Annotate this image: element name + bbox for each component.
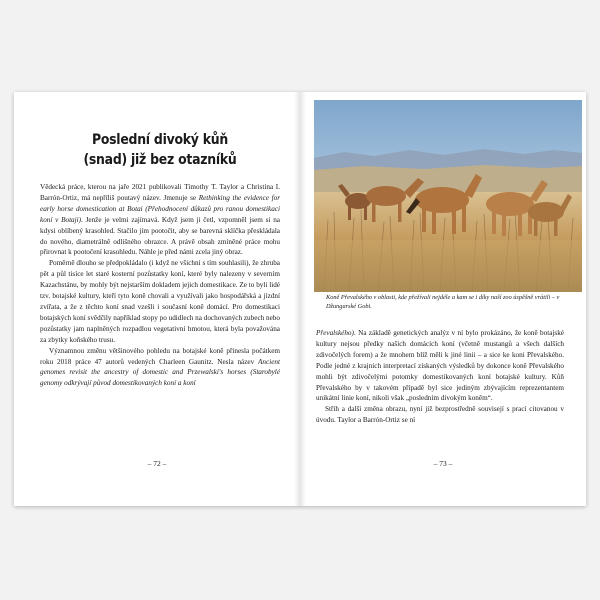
horse-photo <box>314 100 582 292</box>
chapter-title-line-2: (snad) již bez otazníků <box>83 152 237 168</box>
page-number-left: – 72 – <box>147 459 167 468</box>
paragraph <box>40 346 280 390</box>
text-run: Poměrně dlouho se předpokládalo (i když ne všichni s tím souhlasili), že zhruba pět a půl tisíce let staré kosterní pozůstatky koní, které byly nalezeny v severním Kazachstánu, by mohly být nejstarším dokladem jejich domestikace. Ze to byli lidé tzv. botajské kultury, kteří tyto koně chovali a využívali jako hospodářská a jízdní zvířata, a že z těchto koní snad vzešli i současní koně domácí. Pro domestikaci botajských koní svědčily například stopy po udidlech na dochovaných zubech nebo pozůstatky jam naplněných rozpadlou vegetativní hmotou, která byla považována za zbytky koňského trusu. <box>40 259 280 344</box>
steppe-horses-illustration <box>314 100 582 292</box>
paragraph <box>316 404 564 426</box>
italic-run: Ancient genomes revisit the ancestry of domestic and Przewalski's horses (Starobylé genomy odkrývají původ domestikovaných koní a koní <box>40 357 280 388</box>
text-run: Střih a další změna obrazu, nyní již bezprostředně souvisejí s prací citovanou v úvodu. Taylor a Barrón-Ortiz se ní <box>316 405 564 425</box>
italic-run: Rethinking the evidence for early horse domestication at Botai (Přehodnocení důkazů pro ranou domestikaci koní v Botaji) <box>40 193 280 224</box>
left-page <box>14 92 300 506</box>
right-page <box>300 92 586 506</box>
paragraph <box>40 258 280 345</box>
chapter-title-line-1: Poslední divoký kůň <box>91 132 229 148</box>
left-body-text <box>40 182 280 389</box>
text-run: Vědecká práce, kterou na jaře 2021 publikovali Timothy T. Taylor a Christina I. Barrón-Ortiz, má nepříliš poutavý název. Jmenuje se <box>40 183 280 202</box>
text-run: . Jenže je velmi zajímavá. Když jsem ji četl, vzpomněl jsem si na kdysi oblíbený krasohled. Stačilo jím pootočit, aby se barevná sklíčka přeskládala do nového, diametrálně odlišného obrazce. A právě obsah zmíněné práce mohu přirovnat k pootočení krasohledu. Náhle je před námi zcela jiný obraz. <box>40 215 280 257</box>
italic-run: Převalského) <box>316 329 354 337</box>
photo-caption: Koně Převalského v oblasti, kde přežívali nejdéle a kam se i díky naší zoo úspěšně vrátili – v Džungarské Gobi. <box>326 294 560 311</box>
text-run: Významnou změnu většinového pohledu na botajské koně přinesla počátkem roku 2018 práce 47 autorů vedených Charleen Gaunitz. Nesla název <box>40 346 280 366</box>
paragraph <box>40 182 280 258</box>
page-number-right: – 73 – <box>433 459 453 468</box>
chapter-title <box>69 130 251 170</box>
paragraph <box>316 328 564 404</box>
book-spread <box>14 92 586 506</box>
right-body-text <box>316 328 564 426</box>
text-run: . Na základě genetických analýz v ní bylo prokázáno, že koně botajské kultury nejsou předky našich domácích koní (včetně mustangů a všech dalších zdivočelých forem) a že mnohem blíž měli k jiné linii – a sice ke koni Převalského. Podle jedné z krajních interpretací získaných výsledků by dokonce koně Převalského mohli být zdivočelými potomky domestikovaných koní botajské kultury. Kůň Převalského by v takovém případě byl sice jediným zbývajícím reprezentantem unikátní linie koní, nikoli však „posledním divokým koněm“. <box>316 329 564 403</box>
